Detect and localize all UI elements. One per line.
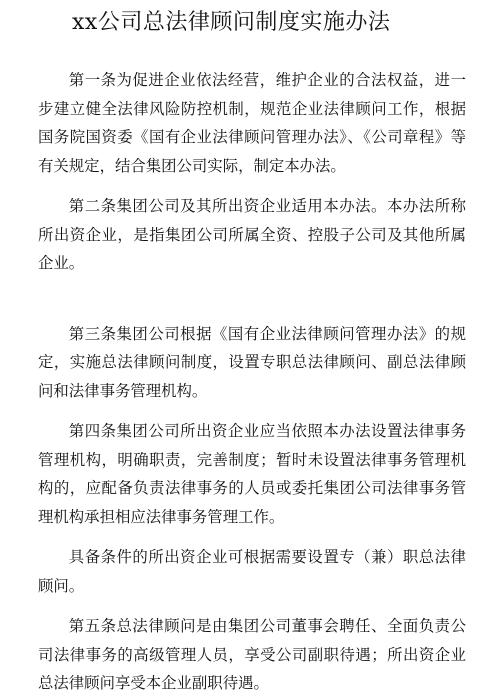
article-2-paragraph: 第二条集团公司及其所出资企业适用本办法。本办法所称所出资企业，是指集团公司所属全资、控股子公司及其他所属企业。 [38, 197, 466, 272]
article-1-paragraph: 第一条为促进企业依法经营，维护企业的合法权益，进一步建立健全法律风险防控机制，规范企业法律顾问工作，根据国务院国资委《国有企业法律顾问管理办法》、《公司章程》等有关规定，结合集团公司实际，制定本办法。 [38, 71, 466, 175]
article-3-paragraph: 第三条集团公司根据《国有企业法律顾问管理办法》的规定，实施总法律顾问制度，设置专职总法律顾问、副总法律顾问和法律事务管理机构。 [38, 324, 466, 400]
article-4-supplement-paragraph: 具备条件的所出资企业可根据需要设置专（兼）职总法律顾问。 [38, 548, 466, 595]
article-5-paragraph: 第五条总法律顾问是由集团公司董事会聘任、全面负责公司法律事务的高级管理人员，享受公司副职待遇；所出资企业总法律顾问享受本企业副职待遇。 [38, 617, 466, 692]
document-body [38, 66, 466, 698]
document-title: xx公司总法律顾问制度实施办法 [72, 10, 391, 35]
article-4-paragraph: 第四条集团公司所出资企业应当依照本办法设置法律事务管理机构，明确职责，完善制度；暂时未设置法律事务管理机构的，应配备负责法律事务的人员或委托集团公司法律事务管理机构承担相应法律事务管理工作。 [38, 422, 466, 526]
